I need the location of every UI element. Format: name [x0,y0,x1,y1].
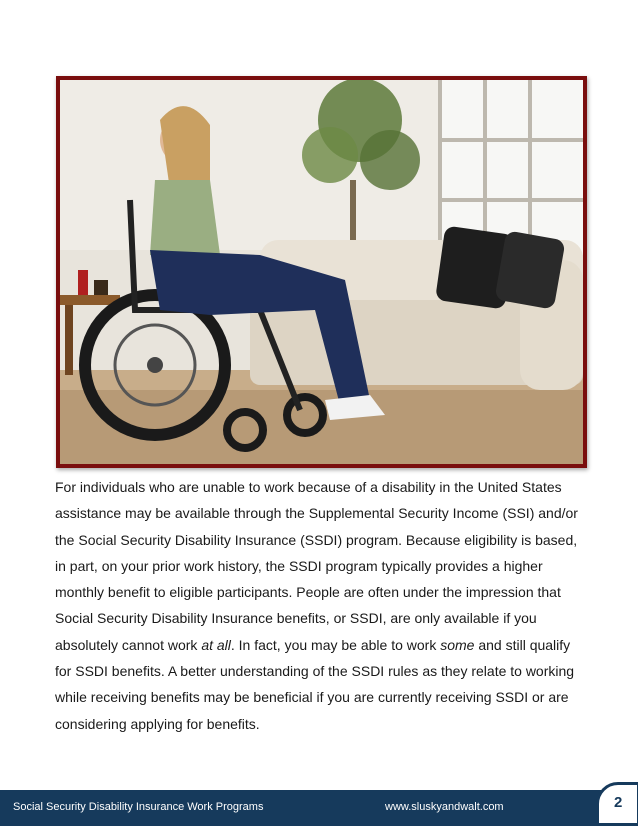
body-text-part-1: For individuals who are unable to work because of a disability in the United States assistance may be available through the Supplemental Security Income (SSI) and/or the Social Security Disability Insurance (SSDI) program. Because eligibility is based, in part, on your prior work history, the SSDI program typically provides a higher monthly benefit to eligible participants. People are often under the impression that Social Security Disability Insurance benefits, or SSDI, are only available if you absolutely cannot work [55,479,578,653]
body-text-part-3: and still qualify for SSDI benefits. A better understanding of the SSDI rules as they relate to working while receiving benefits may be beneficial if you are currently receiving SSDI or are considering applying for benefits. [55,636,575,732]
footer-title: Social Security Disability Insurance Work Programs [13,801,264,813]
photo-frame [56,76,587,468]
body-emphasis-at-all: at all [201,636,231,653]
page-number: 2 [614,794,623,811]
footer-url[interactable]: www.sluskyandwalt.com [385,801,504,813]
body-emphasis-some: some [440,636,475,653]
page-footer [0,790,638,826]
body-text-part-2: . In fact, you may be able to work [230,636,441,653]
woman-in-wheelchair-photo [60,80,583,464]
body-paragraph [55,474,590,737]
